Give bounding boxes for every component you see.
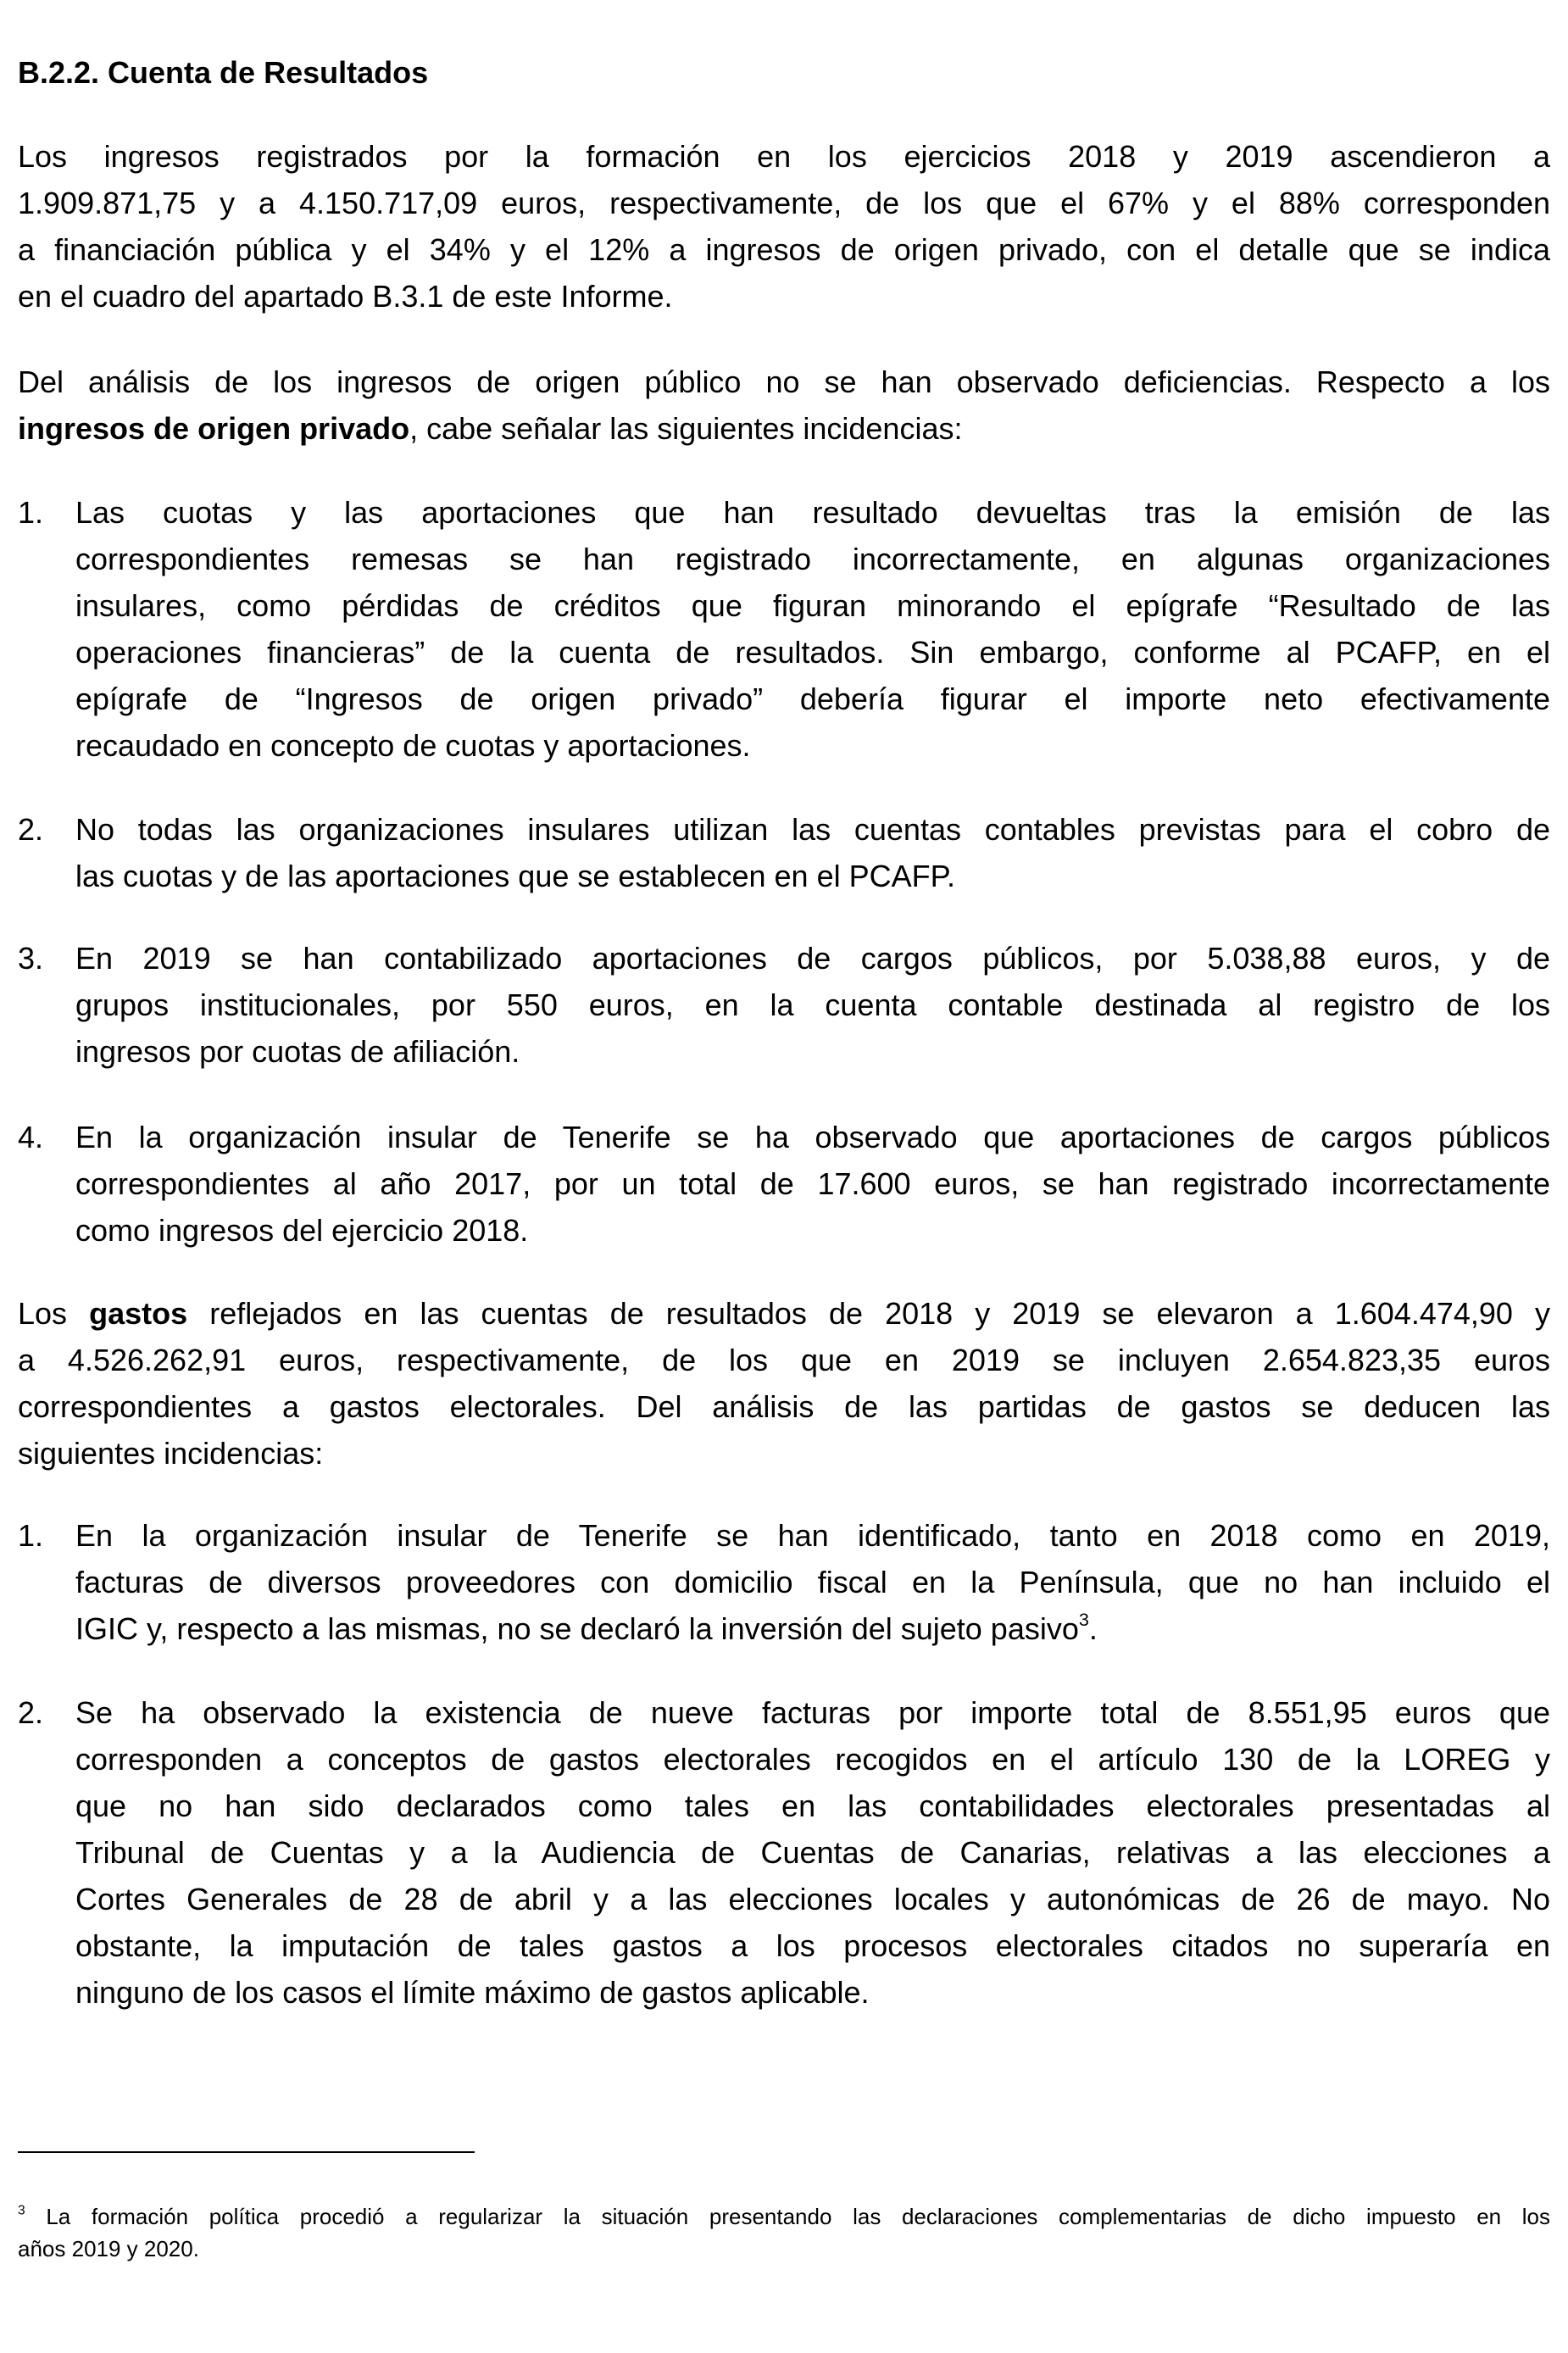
text-line: En 2019 se han contabilizado aportaciones de cargos públicos, por 5.038,88 euros, y de	[75, 941, 1550, 976]
text-line: En la organización insular de Tenerife se han identificado, tanto en 2018 como en 2019,	[75, 1518, 1550, 1553]
text-line: las cuotas y de las aportaciones que se establecen en el PCAFP.	[75, 859, 955, 893]
text-segment: .	[1088, 1611, 1098, 1646]
text-line: grupos institucionales, por 550 euros, en la cuenta contable destinada al registro de los	[75, 987, 1550, 1022]
text-line: correspondientes remesas se han registrado incorrectamente, en algunas organizaciones	[75, 542, 1550, 576]
list-item-text	[75, 1689, 1550, 2016]
list-item	[18, 1512, 1550, 1652]
list-item-number: 3.	[18, 941, 44, 976]
text-line: como ingresos del ejercicio 2018.	[75, 1213, 529, 1248]
paragraph	[18, 1290, 1550, 1477]
text-line: ninguno de los casos el límite máximo de gastos aplicable.	[75, 1975, 870, 2010]
text-line	[18, 2200, 1550, 2233]
text-segment: Los	[18, 1296, 90, 1331]
list-item	[18, 1114, 1550, 1254]
list-item-text	[75, 806, 1550, 899]
bold-text: gastos	[89, 1296, 188, 1331]
text-segment: IGIC y, respecto a las mismas, no se declaró la inversión del sujeto pasivo	[75, 1611, 1079, 1646]
text-line	[18, 1290, 1550, 1337]
paragraph	[18, 359, 1550, 452]
text-line: No todas las organizaciones insulares utilizan las cuentas contables previstas para el cobro de	[75, 812, 1550, 847]
list-item-text	[75, 489, 1550, 769]
section-heading: B.2.2. Cuenta de Resultados	[18, 55, 429, 90]
text-line: operaciones financieras” de la cuenta de resultados. Sin embargo, conforme al PCAFP, en el	[75, 635, 1550, 670]
list-item-number: 1.	[18, 495, 44, 530]
text-line: facturas de diversos proveedores con domicilio fiscal en la Península, que no han incluido el	[75, 1565, 1550, 1599]
list-item-number: 2.	[18, 812, 44, 847]
list-item	[18, 1689, 1550, 2016]
text-line: Las cuotas y las aportaciones que han resultado devueltas tras la emisión de las	[75, 495, 1550, 530]
list-item	[18, 806, 1550, 899]
text-line: Cortes Generales de 28 de abril y a las elecciones locales y autonómicas de 26 de mayo. No	[75, 1882, 1550, 1916]
footnote	[18, 2200, 1550, 2265]
list-item	[18, 489, 1550, 769]
text-line	[18, 405, 1550, 452]
text-line: corresponden a conceptos de gastos electorales recogidos en el artículo 130 de la LOREG y	[75, 1742, 1550, 1777]
footnote-separator	[18, 2151, 475, 2153]
list-item-number: 1.	[18, 1518, 44, 1553]
text-line: Tribunal de Cuentas y a la Audiencia de Cuentas de Canarias, relativas a las elecciones a	[75, 1835, 1550, 1870]
paragraph	[18, 133, 1550, 320]
text-segment: reflejados en las cuentas de resultados de 2018 y 2019 se elevaron a 1.604.474,90 y	[187, 1296, 1550, 1331]
text-line: años 2019 y 2020.	[18, 2236, 199, 2261]
list-item	[18, 935, 1550, 1075]
text-line: correspondientes a gastos electorales. Del análisis de las partidas de gastos se deducen las	[18, 1389, 1550, 1424]
bold-text: ingresos de origen privado	[18, 411, 410, 446]
text-line: siguientes incidencias:	[18, 1436, 324, 1471]
text-line: obstante, la imputación de tales gastos a los procesos electorales citados no superaría en	[75, 1928, 1550, 1963]
list-item-text	[75, 1512, 1550, 1652]
text-segment: La formación política procedió a regularizar la situación presentando las declaraciones complementarias de dicho impuesto en los	[25, 2204, 1550, 2229]
text-line: Se ha observado la existencia de nueve facturas por importe total de 8.551,95 euros que	[75, 1695, 1550, 1730]
text-line	[75, 1605, 1550, 1652]
text-line: insulares, como pérdidas de créditos que figuran minorando el epígrafe “Resultado de las	[75, 588, 1550, 623]
list-item-number: 4.	[18, 1120, 44, 1154]
text-segment: , cabe señalar las siguientes incidencias:	[409, 411, 963, 446]
list-item-text	[75, 1114, 1550, 1254]
text-line: Del análisis de los ingresos de origen público no se han observado deficiencias. Respecto a los	[18, 364, 1550, 399]
text-line: ingresos por cuotas de afiliación.	[75, 1034, 520, 1069]
text-line: a 4.526.262,91 euros, respectivamente, de los que en 2019 se incluyen 2.654.823,35 euros	[18, 1343, 1550, 1377]
footnote-ref: 3	[18, 2203, 25, 2218]
text-line: a financiación pública y el 34% y el 12% a ingresos de origen privado, con el detalle que se indica	[18, 232, 1550, 267]
list-item-text	[75, 935, 1550, 1075]
text-line: que no han sido declarados como tales en las contabilidades electorales presentadas al	[75, 1788, 1550, 1823]
text-line: epígrafe de “Ingresos de origen privado” debería figurar el importe neto efectivamente	[75, 681, 1550, 716]
text-line: recaudado en concepto de cuotas y aportaciones.	[75, 728, 751, 763]
text-line: correspondientes al año 2017, por un total de 17.600 euros, se han registrado incorrectamente	[75, 1166, 1550, 1201]
text-line: 1.909.871,75 y a 4.150.717,09 euros, respectivamente, de los que el 67% y el 88% corresponden	[18, 186, 1550, 220]
text-line: en el cuadro del apartado B.3.1 de este Informe.	[18, 279, 673, 314]
list-item-number: 2.	[18, 1695, 44, 1730]
footnote-ref: 3	[1078, 1608, 1089, 1630]
text-line: Los ingresos registrados por la formación en los ejercicios 2018 y 2019 ascendieron a	[18, 139, 1550, 174]
text-line: En la organización insular de Tenerife se ha observado que aportaciones de cargos públicos	[75, 1120, 1550, 1154]
